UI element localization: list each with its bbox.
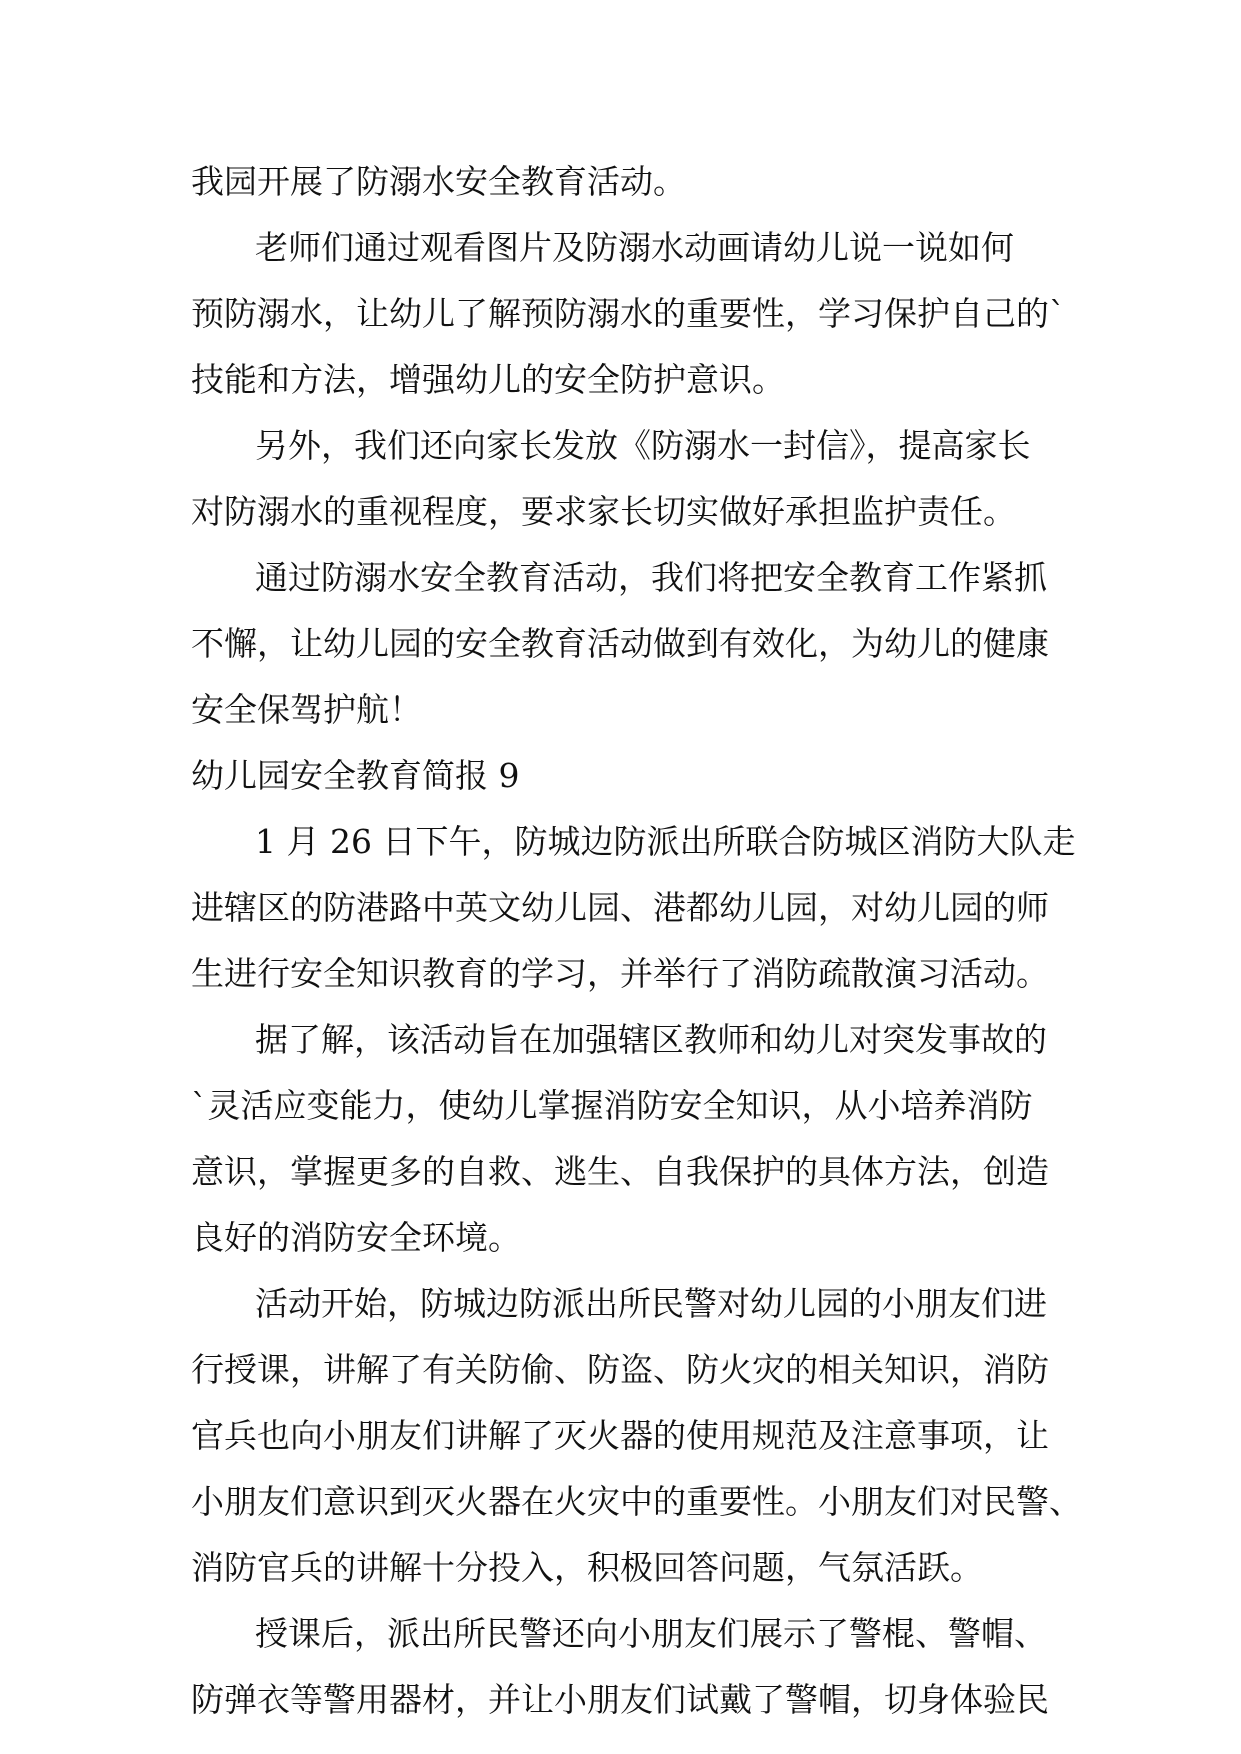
paragraph-start-line: 据了解，该活动旨在加强辖区教师和幼儿对突发事故的 [255,1020,1047,1059]
paragraph-start-line: 老师们通过观看图片及防溺水动画请幼儿说一说如何 [255,228,1014,267]
text-line: 我园开展了防溺水安全教育活动。 [191,162,686,201]
text-line: 小朋友们意识到灭火器在火灾中的重要性。小朋友们对民警、 [191,1482,1082,1521]
paragraph-start-line: 另外，我们还向家长发放《防溺水一封信》，提高家长 [255,426,1031,465]
paragraph-start-line: 通过防溺水安全教育活动，我们将把安全教育工作紧抓 [255,558,1047,597]
text-line: 消防官兵的讲解十分投入，积极回答问题，气氛活跃。 [191,1548,983,1587]
text-line: 对防溺水的重视程度，要求家长切实做好承担监护责任。 [191,492,1016,531]
text-line: 技能和方法，增强幼儿的安全防护意识。 [191,360,785,399]
text-line: 安全保驾护航！ [191,690,422,729]
text-line: 不懈，让幼儿园的安全教育活动做到有效化，为幼儿的健康 [191,624,1049,663]
text-line: 生进行安全知识教育的学习，并举行了消防疏散演习活动。 [191,954,1049,993]
text-line: 进辖区的防港路中英文幼儿园、港都幼儿园，对幼儿园的师 [191,888,1049,927]
paragraph-start-line: 1 月 26 日下午，防城边防派出所联合防城区消防大队走 [255,822,1076,861]
text-line: 官兵也向小朋友们讲解了灭火器的使用规范及注意事项，让 [191,1416,1049,1455]
text-line: `灵活应变能力，使幼儿掌握消防安全知识，从小培养消防 [191,1086,1033,1125]
text-line: 预防溺水，让幼儿了解预防溺水的重要性，学习保护自己的` [191,294,1066,333]
text-line: 行授课，讲解了有关防偷、防盗、防火灾的相关知识，消防 [191,1350,1049,1389]
section-heading: 幼儿园安全教育简报 9 [191,756,520,795]
text-line: 良好的消防安全环境。 [191,1218,521,1257]
paragraph-start-line: 活动开始，防城边防派出所民警对幼儿园的小朋友们进 [255,1284,1047,1323]
text-line: 意识，掌握更多的自救、逃生、自我保护的具体方法，创造 [191,1152,1049,1191]
text-line: 防弹衣等警用器材，并让小朋友们试戴了警帽，切身体验民 [191,1680,1049,1719]
paragraph-start-line: 授课后，派出所民警还向小朋友们展示了警棍、警帽、 [255,1614,1047,1653]
